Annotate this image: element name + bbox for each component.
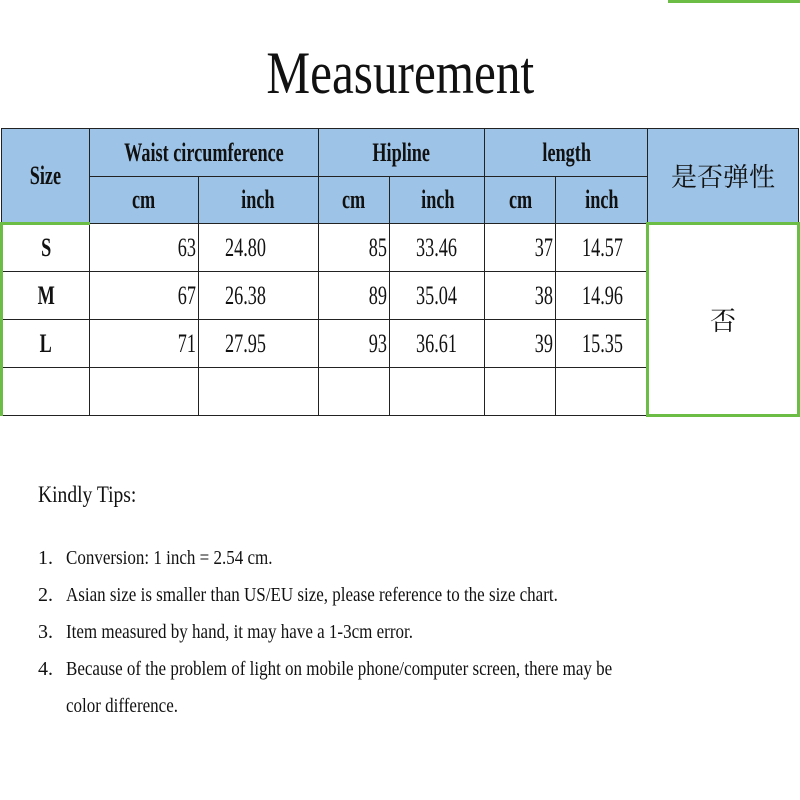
unit-header: cm — [89, 177, 198, 224]
empty-cell — [390, 368, 485, 416]
value-cell: 37 — [485, 224, 556, 272]
value-cell: 71 — [89, 320, 198, 368]
value-cell: 33.46 — [390, 224, 485, 272]
empty-cell — [556, 368, 648, 416]
tip-item: 4. Because of the problem of light on mobile phone/computer screen, there may be — [38, 658, 613, 680]
value-cell: 89 — [318, 272, 390, 320]
length-header: length — [485, 129, 648, 177]
elastic-header: 是否弹性 — [648, 129, 799, 224]
size-header: Size — [2, 129, 90, 224]
waist-header: Waist circumference — [89, 129, 318, 177]
tips-list — [38, 540, 709, 725]
value-cell: 93 — [318, 320, 390, 368]
value-cell: 35.04 — [390, 272, 485, 320]
value-cell: 14.96 — [556, 272, 648, 320]
value-cell: 63 — [89, 224, 198, 272]
unit-header: cm — [318, 177, 390, 224]
unit-header: inch — [198, 177, 318, 224]
tip-item: 3. Item measured by hand, it may have a 1-3cm error. — [38, 621, 413, 643]
size-cell: M — [2, 272, 90, 320]
unit-header: inch — [556, 177, 648, 224]
value-cell: 15.35 — [556, 320, 648, 368]
empty-cell — [485, 368, 556, 416]
value-cell: 85 — [318, 224, 390, 272]
tip-item: 1. Conversion: 1 inch = 2.54 cm. — [38, 547, 273, 569]
top-accent-line — [668, 0, 800, 3]
empty-cell — [198, 368, 318, 416]
table-row — [2, 224, 799, 272]
value-cell: 26.38 — [198, 272, 318, 320]
elastic-value-cell: 否 — [648, 224, 799, 416]
size-cell: L — [2, 320, 90, 368]
value-cell: 36.61 — [390, 320, 485, 368]
value-cell: 39 — [485, 320, 556, 368]
value-cell: 27.95 — [198, 320, 318, 368]
title-text: Measurement — [266, 40, 534, 106]
tip-item-continuation: color difference. — [66, 695, 179, 717]
hipline-header: Hipline — [318, 129, 485, 177]
unit-header: inch — [390, 177, 485, 224]
value-cell: 38 — [485, 272, 556, 320]
page-title — [0, 38, 800, 108]
unit-header: cm — [485, 177, 556, 224]
tip-item: 2. Asian size is smaller than US/EU size, please reference to the size chart. — [38, 584, 558, 606]
value-cell: 67 — [89, 272, 198, 320]
empty-cell — [318, 368, 390, 416]
empty-cell — [89, 368, 198, 416]
size-chart-table — [0, 128, 800, 417]
size-cell: S — [2, 224, 90, 272]
empty-cell — [2, 368, 90, 416]
value-cell: 14.57 — [556, 224, 648, 272]
tips-heading: Kindly Tips: — [38, 482, 137, 507]
value-cell: 24.80 — [198, 224, 318, 272]
